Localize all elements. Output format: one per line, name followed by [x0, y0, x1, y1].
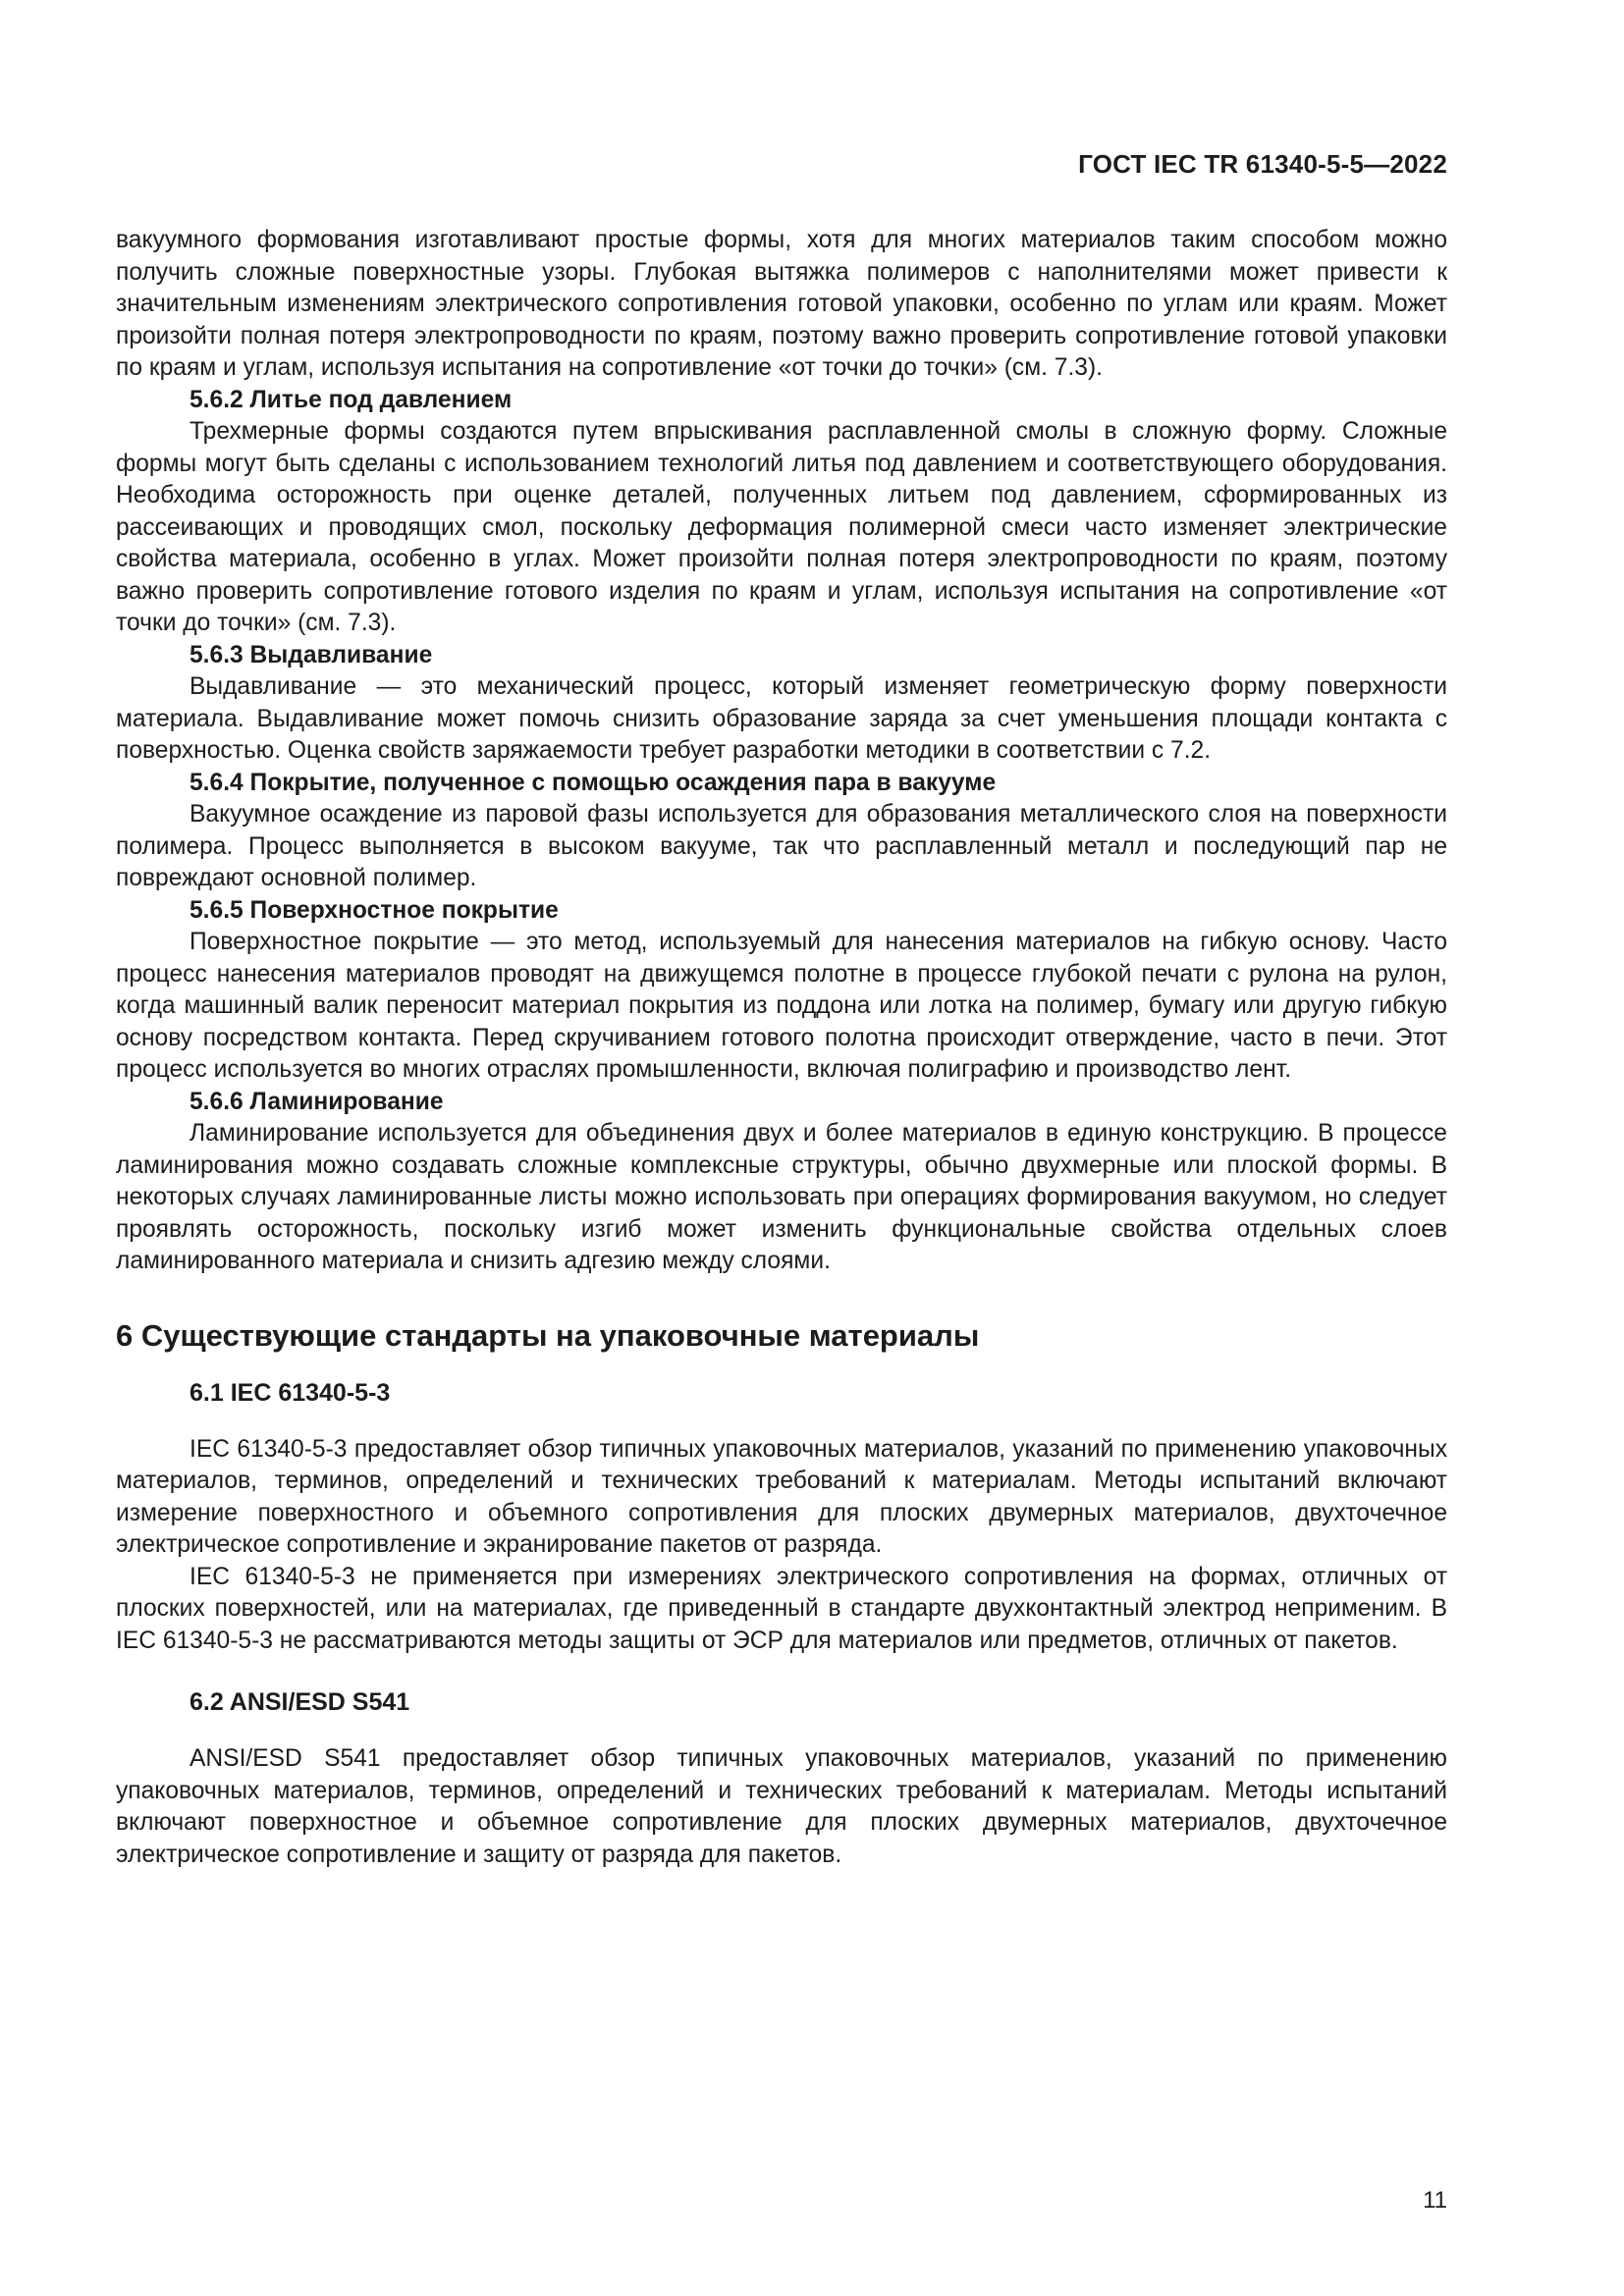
section-6-1-heading: 6.1 IEC 61340-5-3 — [189, 1378, 391, 1407]
section-6-2-paragraph-1: ANSI/ESD S541 предоставляет обзор типичных упаковочных материалов, указаний по применению упаковочных материалов, терминов, определений и технических требований к материалам. Методы испытаний включают поверхностное и объемное сопротивление для плоских двумерных материалов, двухточечное электрическое сопротивление и защиту от разряда для пакетов. — [116, 1745, 1447, 1868]
section-5-6-3-title: 5.6.3 Выдавливание — [189, 641, 433, 668]
section-5-6-6-title: 5.6.6 Ламинирование — [189, 1088, 444, 1115]
section-5-6-6-text: Ламинирование используется для объединения двух и более материалов в единую конструкцию. В процессе ламинирования можно создавать сложные комплексные структуры, обычно двухмерные или плоской формы. В некоторых случаях ламинированные листы можно использовать при операциях формирования вакуумом, но следует проявлять осторожность, поскольку изгиб может изменить функциональные свойства отдельных слоев ламинированного материала и снизить адгезию между слоями. — [116, 1120, 1447, 1274]
section-6-1-paragraph-2: IEC 61340-5-3 не применяется при измерениях электрического сопротивления на формах, отличных от плоских поверхностей, или на материалах, где приведенный в стандарте двухконтактный электрод неприменим. В IEC 61340-5-3 не рассматриваются методы защиты от ЭСР для материалов или предметов, отличных от пакетов. — [116, 1563, 1447, 1654]
page-number: 11 — [1423, 2187, 1447, 2214]
document-header: ГОСТ IEC TR 61340-5-5—2022 — [1078, 149, 1447, 179]
section-5-6-5-text: Поверхностное покрытие — это метод, используемый для нанесения материалов на гибкую основу. Часто процесс нанесения материалов проводят на движущемся полотне в процессе глубокой печати с рулона на рулон, когда машинный валик переносит материал покрытия из поддона или лотка на полимер, бумагу или другую гибкую основу посредством контакта. Перед скручиванием готового полотна происходит отверждение, часто в печи. Этот процесс используется во многих отраслях промышленности, включая полиграфию и производство лент. — [116, 929, 1447, 1083]
section-6-2-heading: 6.2 ANSI/ESD S541 — [189, 1688, 410, 1716]
section-6-heading: 6 Существующие стандарты на упаковочные материалы — [116, 1317, 980, 1353]
section-5-6-4-text: Вакуумное осаждение из паровой фазы используется для образования металлического слоя на поверхности полимера. Процесс выполняется в высоком вакууме, так что расплавленный металл и последующий пар не повреждают основной полимер. — [116, 801, 1447, 891]
section-5-6-1-continuation: вакуумного формования изготавливают простые формы, хотя для многих материалов таким способом можно получить сложные поверхностные узоры. Глубокая вытяжка полимеров с наполнителями может привести к значительным изменениям электрического сопротивления готовой упаковки, особенно по углам или краям. Может произойти полная потеря электропроводности по краям, поэтому важно проверить сопротивление готовой упаковки по краям и углам, используя испытания на сопротивление «от точки до точки» (см. 7.3). — [116, 227, 1447, 381]
section-5-6-3-text: Выдавливание — это механический процесс, который изменяет геометрическую форму поверхности материала. Выдавливание может помочь снизить образование заряда за счет уменьшения площади контакта с поверхностью. Оценка свойств заряжаемости требует разработки методики в соответствии с 7.2. — [116, 673, 1447, 764]
document-body — [116, 225, 1447, 1871]
section-5-6-2-title: 5.6.2 Литье под давлением — [189, 386, 513, 413]
section-5-6-2-text: Трехмерные формы создаются путем впрыскивания расплавленной смолы в сложную форму. Сложные формы могут быть сделаны с использованием технологий литья под давлением и соответствующего оборудования. Необходима осторожность при оценке деталей, полученных литьем под давлением, сформированных из рассеивающих и проводящих смол, поскольку деформация полимерной смеси часто изменяет электрические свойства материала, особенно в углах. Может произойти полная потеря электропроводности по краям, поэтому важно проверить сопротивление готового изделия по краям и углам, используя испытания на сопротивление «от точки до точки» (см. 7.3). — [116, 418, 1447, 636]
section-5-6-5-title: 5.6.5 Поверхностное покрытие — [189, 896, 559, 924]
section-5-6-4-title: 5.6.4 Покрытие, полученное с помощью осаждения пара в вакууме — [189, 769, 997, 796]
section-6-1-paragraph-1: IEC 61340-5-3 предоставляет обзор типичных упаковочных материалов, указаний по применению упаковочных материалов, терминов, определений и технических требований к материалам. Методы испытаний включают измерение поверхностного и объемного сопротивления для плоских двумерных материалов, двухточечное электрическое сопротивление и экранирование пакетов от разряда. — [116, 1435, 1447, 1558]
